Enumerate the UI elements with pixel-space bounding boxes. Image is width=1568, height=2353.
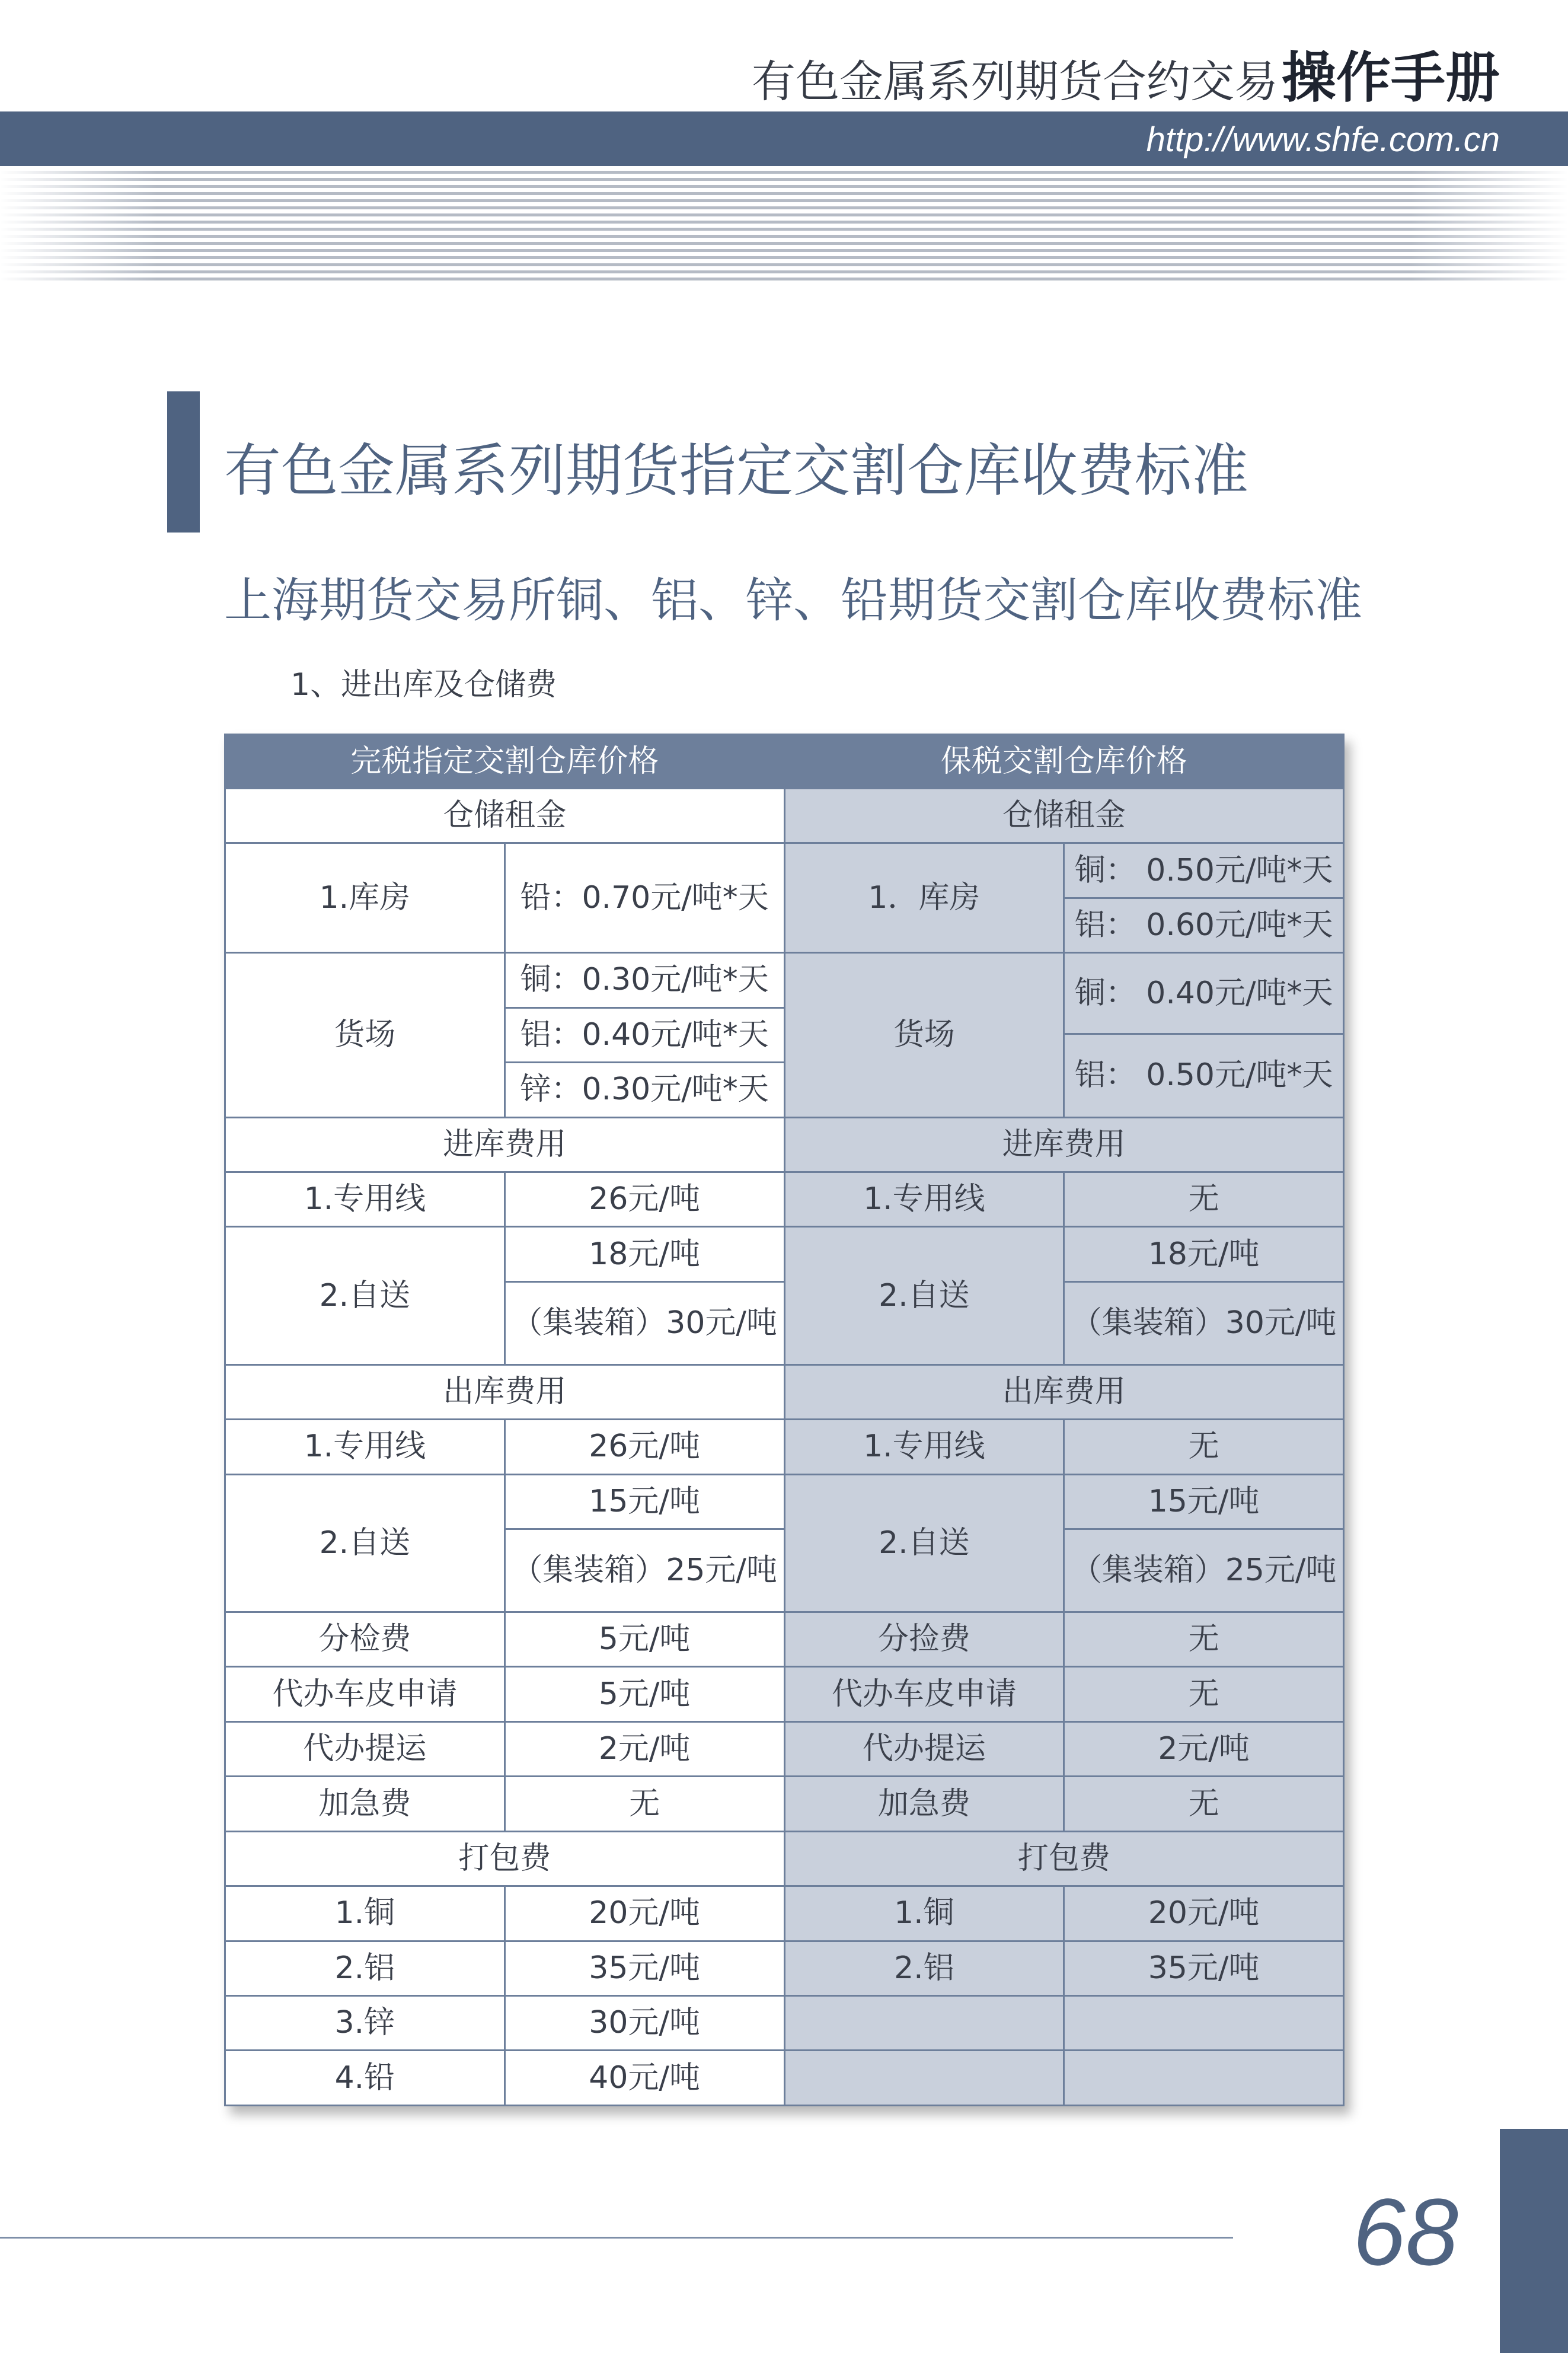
inbound-label-right: 进库费用 [784, 1117, 1344, 1172]
misc-right-label: 分捡费 [784, 1612, 1064, 1667]
manual-header-title [752, 34, 1500, 113]
misc-right-value: 无 [1064, 1612, 1344, 1667]
packing-right-label [784, 2051, 1064, 2106]
table-row [225, 1941, 1344, 1995]
storage-label-row [225, 789, 1344, 843]
misc-left-value: 无 [504, 1777, 784, 1831]
misc-left-label: 加急费 [225, 1777, 505, 1831]
inbound-label-left: 进库费用 [225, 1117, 785, 1172]
inbound-self-right-container-price: （集装箱）30元/吨 [1064, 1281, 1344, 1364]
packing-left-value: 20元/吨 [504, 1886, 784, 1941]
packing-left-value: 35元/吨 [504, 1941, 784, 1995]
table-row [225, 1172, 1344, 1226]
packing-right-value [1064, 1996, 1344, 2051]
table-row [225, 1667, 1344, 1721]
outbound-rail-right: 1.专用线 [784, 1420, 1064, 1474]
table-row [225, 1612, 1344, 1667]
page-number: 68 [1353, 2179, 1458, 2285]
inbound-rail-right-price: 无 [1064, 1172, 1344, 1226]
inbound-self-left-container-price: （集装箱）30元/吨 [504, 1281, 784, 1364]
website-url: http://www.shfe.com.cn [1146, 120, 1500, 159]
header-bonded: 保税交割仓库价格 [784, 735, 1344, 789]
packing-label-row [225, 1831, 1344, 1886]
packing-right-label [784, 1996, 1064, 2051]
packing-left-label: 3.锌 [225, 1996, 505, 2051]
yard-right-prices [1064, 953, 1344, 1117]
yard-left-price-zinc: 锌：0.30元/吨*天 [504, 1063, 784, 1117]
warehouse-right-label: 1．库房 [784, 843, 1064, 953]
misc-left-value: 5元/吨 [504, 1667, 784, 1721]
outbound-label-row [225, 1364, 1344, 1419]
outbound-rail-left-price: 26元/吨 [504, 1420, 784, 1474]
outbound-self-right-container-price: （集装箱）25元/吨 [1064, 1529, 1344, 1612]
fee-table [224, 734, 1345, 2106]
packing-label-right: 打包费 [784, 1831, 1344, 1886]
section-accent-bar [167, 391, 200, 533]
outbound-self-right-price: 15元/吨 [1064, 1474, 1344, 1529]
warehouse-right-price-aluminium: 铝： 0.60元/吨*天 [1064, 898, 1344, 952]
table-row [225, 1886, 1344, 1941]
outbound-label-right: 出库费用 [784, 1364, 1344, 1419]
yard-right-label: 货场 [784, 953, 1064, 1117]
warehouse-left-label: 1.库房 [225, 843, 505, 953]
table-row [225, 953, 1344, 1007]
outbound-self-right: 2.自送 [784, 1474, 1064, 1612]
storage-label-left: 仓储租金 [225, 789, 785, 843]
table-row [225, 1420, 1344, 1474]
misc-left-value: 5元/吨 [504, 1612, 784, 1667]
yard-left-price-aluminium: 铝：0.40元/吨*天 [504, 1007, 784, 1062]
table-row [225, 843, 1344, 898]
yard-right-price-aluminium: 铝： 0.50元/吨*天 [1074, 1057, 1333, 1093]
table-row [225, 1777, 1344, 1831]
warehouse-right-price-copper: 铜： 0.50元/吨*天 [1064, 843, 1344, 898]
outbound-self-left-price: 15元/吨 [504, 1474, 784, 1529]
misc-left-value: 2元/吨 [504, 1721, 784, 1776]
inbound-rail-left-price: 26元/吨 [504, 1172, 784, 1226]
packing-right-value: 20元/吨 [1064, 1886, 1344, 1941]
yard-right-price-copper: 铜： 0.40元/吨*天 [1065, 954, 1343, 1035]
misc-left-label: 代办提运 [225, 1721, 505, 1776]
packing-right-value [1064, 2051, 1344, 2106]
misc-right-value: 2元/吨 [1064, 1721, 1344, 1776]
table-row [225, 2051, 1344, 2106]
warehouse-left-price: 铅：0.70元/吨*天 [504, 843, 784, 953]
inbound-self-right-price: 18元/吨 [1064, 1227, 1344, 1281]
decorative-stripes [0, 171, 1568, 283]
table-header-row [225, 735, 1344, 789]
item-heading: 1、进出库及仓储费 [290, 667, 557, 703]
header-band [0, 111, 1568, 166]
yard-left-price-copper: 铜：0.30元/吨*天 [504, 953, 784, 1007]
outbound-rail-right-price: 无 [1064, 1420, 1344, 1474]
table-row [225, 1721, 1344, 1776]
outbound-self-left: 2.自送 [225, 1474, 505, 1612]
header-duty-paid: 完税指定交割仓库价格 [225, 735, 785, 789]
inbound-self-left: 2.自送 [225, 1227, 505, 1364]
packing-right-label: 2.铝 [784, 1941, 1064, 1995]
yard-left-label: 货场 [225, 953, 505, 1117]
packing-right-value: 35元/吨 [1064, 1941, 1344, 1995]
misc-right-label: 加急费 [784, 1777, 1064, 1831]
manual-title-normal: 有色金属系列期货合约交易 [751, 56, 1278, 107]
manual-title-bold: 操作手册 [1281, 46, 1500, 110]
outbound-label-left: 出库费用 [225, 1364, 785, 1419]
packing-left-value: 40元/吨 [504, 2051, 784, 2106]
inbound-self-right: 2.自送 [784, 1227, 1064, 1364]
packing-left-value: 30元/吨 [504, 1996, 784, 2051]
table-row [225, 1996, 1344, 2051]
section-subtitle: 上海期货交易所铜、铝、锌、铅期货交割仓库收费标准 [224, 573, 1362, 628]
table-row [225, 1227, 1344, 1281]
packing-left-label: 1.铜 [225, 1886, 505, 1941]
packing-right-label: 1.铜 [784, 1886, 1064, 1941]
inbound-label-row [225, 1117, 1344, 1172]
misc-left-label: 分检费 [225, 1612, 505, 1667]
packing-left-label: 4.铅 [225, 2051, 505, 2106]
outbound-rail-left: 1.专用线 [225, 1420, 505, 1474]
misc-right-value: 无 [1064, 1667, 1344, 1721]
misc-left-label: 代办车皮申请 [225, 1667, 505, 1721]
outbound-self-left-container-price: （集装箱）25元/吨 [504, 1529, 784, 1612]
inbound-rail-left: 1.专用线 [225, 1172, 505, 1226]
packing-label-left: 打包费 [225, 1831, 785, 1886]
packing-left-label: 2.铝 [225, 1941, 505, 1995]
misc-right-value: 无 [1064, 1777, 1344, 1831]
misc-right-label: 代办提运 [784, 1721, 1064, 1776]
table-row [225, 1474, 1344, 1529]
misc-right-label: 代办车皮申请 [784, 1667, 1064, 1721]
section-title: 有色金属系列期货指定交割仓库收费标准 [224, 438, 1248, 504]
page-edge-bar [1500, 2129, 1568, 2353]
inbound-rail-right: 1.专用线 [784, 1172, 1064, 1226]
footer-rule [0, 2237, 1233, 2239]
inbound-self-left-price: 18元/吨 [504, 1227, 784, 1281]
storage-label-right: 仓储租金 [784, 789, 1344, 843]
